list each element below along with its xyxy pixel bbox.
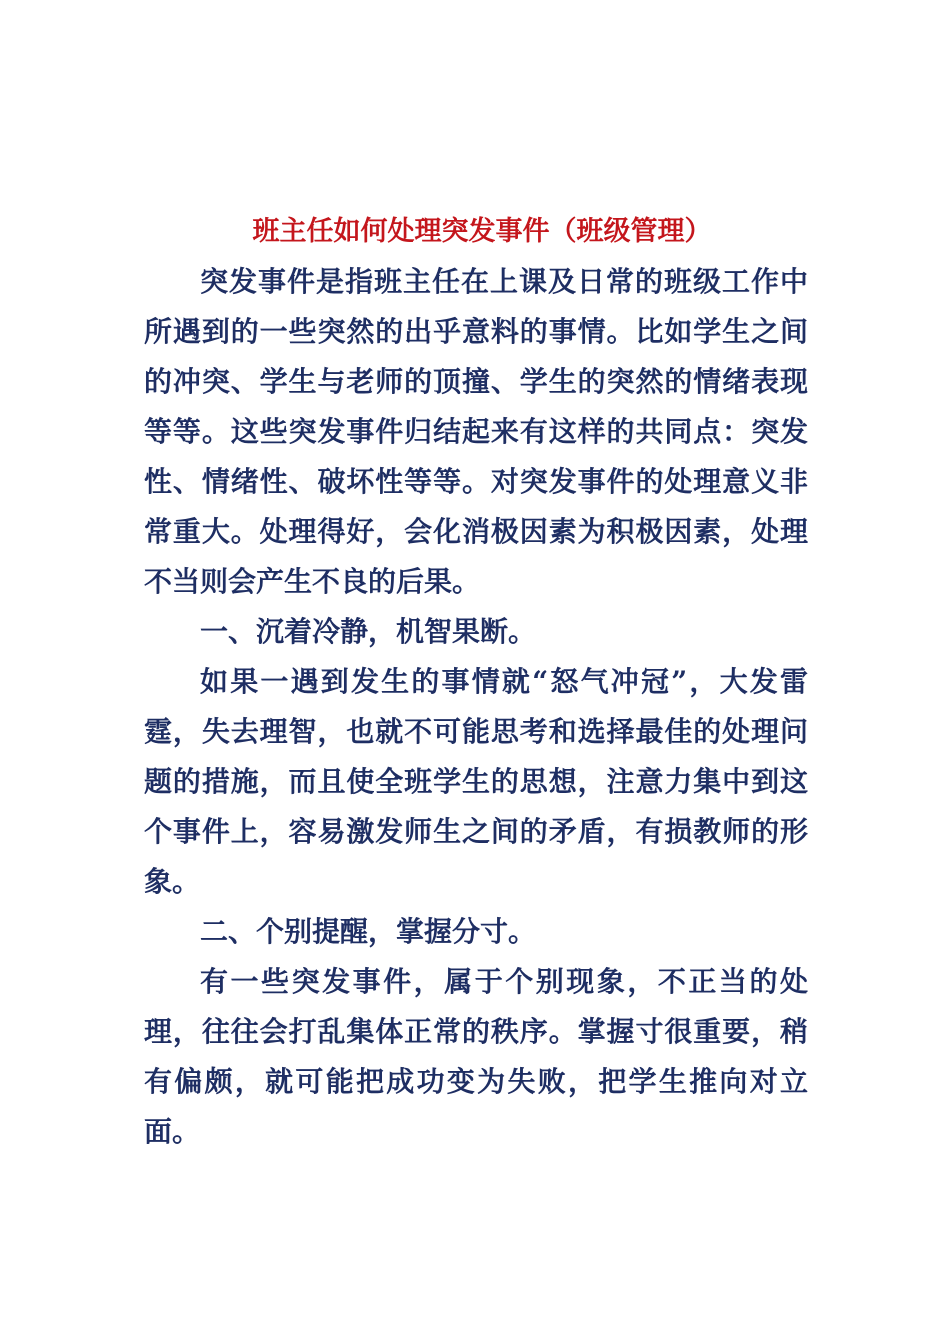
paragraph-section-2: 有一些突发事件，属于个别现象，不正当的处理，往往会打乱集体正常的秩序。掌握寸很重要，稍有偏颇，就可能把成功变为失败，把学生推向对立面。 [144,965,808,1148]
document-body [144,207,808,1157]
section-heading-2: 二、个别提醒，掌握分寸。 [200,915,537,948]
paragraph-intro: 突发事件是指班主任在上课及日常的班级工作中所遇到的一些突然的出乎意料的事情。比如学生之间的冲突、学生与老师的顶撞、学生的突然的情绪表现等等。这些突发事件归结起来有这样的共同点：突发性、情绪性、破坏性等等。对突发事件的处理意义非常重大。处理得好，会化消极因素为积极因素，处理不当则会产生不良的后果。 [144,265,808,598]
document-title: 班主任如何处理突发事件（班级管理） [252,216,712,247]
section-heading-1: 一、沉着冷静，机智果断。 [200,615,537,648]
paragraph-section-1: 如果一遇到发生的事情就“怒气冲冠”，大发雷霆，失去理智，也就不可能思考和选择最佳的处理问题的措施，而且使全班学生的思想，注意力集中到这个事件上，容易激发师生之间的矛盾，有损教师的形象。 [144,665,808,898]
